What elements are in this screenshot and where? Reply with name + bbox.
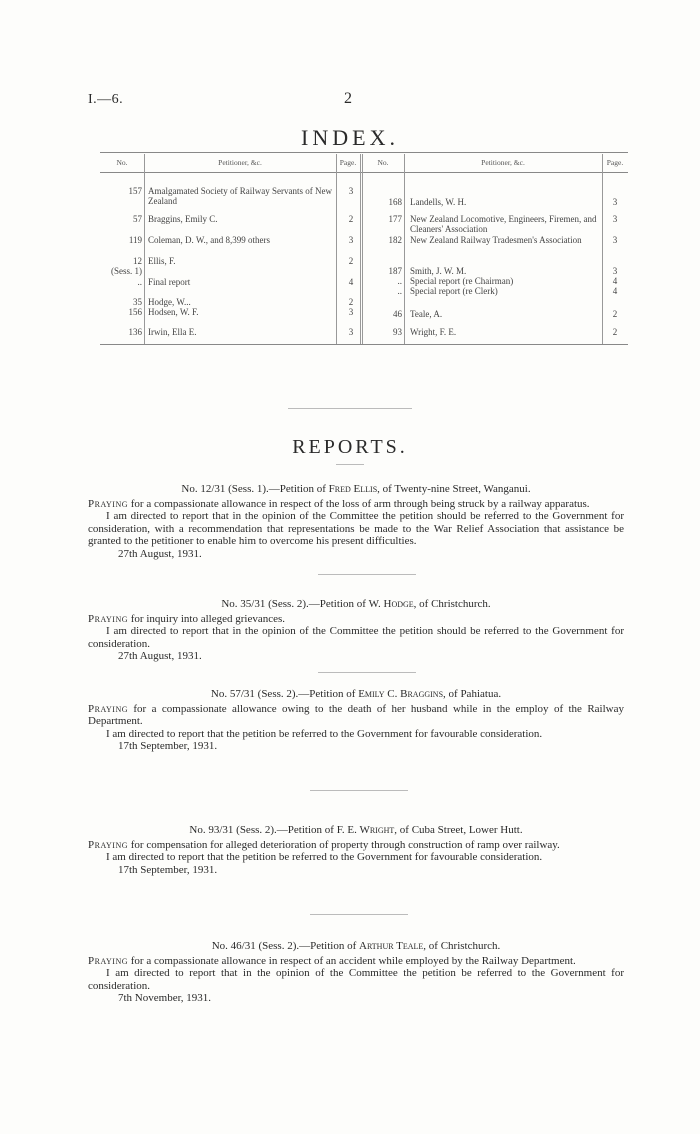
index-page: 2 [348, 214, 354, 224]
heading-text: No. 57/31 (Sess. 2).—Petition of [210, 688, 359, 700]
report-entry [88, 598, 624, 663]
index-page: 4 [348, 277, 354, 287]
index-petitioner: Smith, J. W. M. [410, 266, 467, 276]
heading-text: , of Cuba Street, Lower Hutt. [394, 824, 523, 836]
petitioner-name: Emily C. Braggins [358, 688, 444, 700]
heading-text: No. 46/31 (Sess. 2).—Petition of [211, 940, 359, 952]
document-reference: I.—6. [88, 92, 124, 107]
col-divider [336, 154, 337, 344]
index-page: 2 [612, 309, 618, 319]
index-page: 3 [612, 197, 618, 207]
col-divider [404, 154, 405, 344]
report-body: I am directed to report that in the opinion of the Committee the petition be referred to the Government for consideration. [88, 967, 624, 992]
index-page: 2 [348, 297, 354, 307]
index-no: .. [397, 286, 402, 296]
index-page: 3 [348, 235, 354, 245]
praying-word: Praying [88, 612, 128, 625]
report-praying [88, 839, 624, 852]
report-praying [88, 955, 624, 968]
report-entry [88, 940, 624, 1005]
praying-word: Praying [88, 838, 128, 851]
praying-text: for a compassionate allowance in respect of the loss of arm through being struck by a railway apparatus. [128, 497, 590, 510]
report-entry [88, 483, 624, 560]
index-no: 35 [133, 297, 142, 307]
section-separator [318, 672, 416, 673]
report-date: 27th August, 1931. [118, 650, 202, 662]
report-entry [88, 824, 624, 876]
report-heading [88, 598, 624, 611]
index-petitioner: Coleman, D. W., and 8,399 others [148, 235, 270, 245]
index-page: 3 [612, 214, 618, 224]
praying-word: Praying [88, 702, 128, 715]
index-petitioner: Wright, F. E. [410, 327, 457, 337]
praying-word: Praying [88, 954, 128, 967]
heading-text: No. 35/31 (Sess. 2).—Petition of [221, 598, 369, 610]
col-header-no: No. [377, 158, 389, 167]
petitioner-name: Arthur Teale [359, 940, 424, 952]
index-no: 156 [128, 307, 142, 317]
report-body: I am directed to report that the petition be referred to the Government for favourable consideration. [106, 851, 543, 863]
index-page: 3 [612, 266, 618, 276]
page-number: 2 [344, 90, 352, 107]
col-divider [144, 154, 145, 344]
report-entry [88, 688, 624, 753]
report-date: 17th September, 1931. [118, 740, 218, 752]
petitioner-name: Fred Ellis [328, 483, 378, 495]
index-no: 46 [393, 309, 402, 319]
index-petitioner: Hodsen, W. F. [148, 307, 199, 317]
report-heading [88, 824, 624, 837]
report-praying [88, 703, 624, 728]
report-date: 7th November, 1931. [118, 992, 212, 1004]
praying-text: for compensation for alleged deterioration of property through construction of ramp over railway. [128, 838, 560, 851]
praying-text: for a compassionate allowance in respect of an accident while employed by the Railway Department. [128, 954, 576, 967]
index-petitioner: Ellis, F. [148, 256, 176, 266]
index-petitioner: Amalgamated Society of Railway Servants of New Zealand [148, 186, 332, 206]
index-session: (Sess. 1) [111, 266, 142, 276]
heading-text: , of Pahiatua. [443, 688, 502, 700]
index-page: 4 [612, 276, 618, 286]
index-no: 119 [128, 235, 142, 245]
report-praying [88, 613, 624, 626]
heading-text: , of Christchurch. [413, 598, 491, 610]
index-no: 182 [388, 235, 402, 245]
col-header-page: Page. [339, 158, 357, 167]
report-praying [88, 498, 624, 511]
section-separator [310, 914, 408, 915]
section-separator [318, 574, 416, 575]
index-petitioner: Irwin, Ella E. [148, 327, 197, 337]
index-no: 157 [128, 186, 142, 196]
index-petitioner: New Zealand Locomotive, Engineers, Firemen, and Cleaners' Association [410, 214, 597, 234]
index-no: .. [397, 276, 402, 286]
index-petitioner: New Zealand Railway Tradesmen's Association [410, 235, 582, 245]
col-header-petitioner: Petitioner, &c. [481, 158, 525, 167]
report-body: I am directed to report that in the opinion of the Committee the petition should be referred to the Government for consideration. [88, 625, 624, 650]
report-date: 17th September, 1931. [118, 863, 218, 876]
heading-text: No. 93/31 (Sess. 2).—Petition of [189, 824, 337, 836]
index-petitioner: Hodge, W... [148, 297, 191, 307]
col-header-no: No. [116, 158, 128, 167]
col-header-page: Page. [606, 158, 624, 167]
report-body: I am directed to report that the petition be referred to the Government for favourable consideration. [106, 727, 543, 740]
petitioner-name: W. Hodge [368, 598, 414, 610]
index-no: 187 [388, 266, 402, 276]
index-no: 12 [133, 256, 142, 266]
heading-text: , of Christchurch. [423, 940, 501, 952]
index-petitioner: Braggins, Emily C. [148, 214, 218, 224]
report-heading [88, 688, 624, 701]
report-date: 27th August, 1931. [118, 547, 202, 560]
col-header-petitioner: Petitioner, &c. [218, 158, 262, 167]
index-title: INDEX. [301, 125, 399, 150]
praying-text: for inquiry into alleged grievances. [128, 612, 286, 625]
title-underline [336, 464, 364, 465]
section-separator [310, 790, 408, 791]
index-page: 2 [348, 256, 354, 266]
praying-text: for a compassionate allowance owing to the death of her husband while in the employ of the Railway Department. [88, 702, 624, 727]
section-separator [288, 408, 412, 409]
index-petitioner: Landells, W. H. [410, 197, 467, 207]
index-page: 3 [612, 235, 618, 245]
index-petitioner: Special report (re Clerk) [410, 286, 498, 296]
index-no: 57 [133, 214, 142, 224]
index-no: 136 [128, 327, 142, 337]
heading-text: No. 12/31 (Sess. 1).—Petition of [181, 483, 329, 495]
index-page: 4 [612, 286, 618, 296]
report-heading [88, 940, 624, 953]
index-page: 3 [348, 307, 354, 317]
heading-text: , of Twenty-nine Street, Wanganui. [377, 483, 531, 495]
index-petitioner: Special report (re Chairman) [410, 276, 514, 286]
index-no: 93 [393, 327, 402, 337]
report-heading [88, 483, 624, 496]
index-petitioner: Final report [148, 277, 191, 287]
reports-title: REPORTS. [292, 436, 408, 458]
index-page: 3 [348, 327, 354, 337]
petitioner-name: F. E. Wright [336, 824, 395, 836]
table-bottom-rule [100, 344, 628, 345]
index-no: 177 [388, 214, 402, 224]
index-page: 3 [348, 186, 354, 196]
index-no: .. [137, 277, 142, 287]
index-petitioner: Teale, A. [410, 309, 443, 319]
report-body: I am directed to report that in the opinion of the Committee the petition should be referred to the Government for consideration, with a recommendation that representations be made to the War Relief Association that assistance be granted to the petitioner to enable him to overcome his present difficulties. [88, 510, 624, 547]
index-page: 2 [612, 327, 618, 337]
index-no: 168 [388, 197, 402, 207]
col-divider [602, 154, 603, 344]
table-header-rule [100, 172, 628, 173]
table-top-rule [100, 152, 628, 153]
praying-word: Praying [88, 497, 128, 510]
